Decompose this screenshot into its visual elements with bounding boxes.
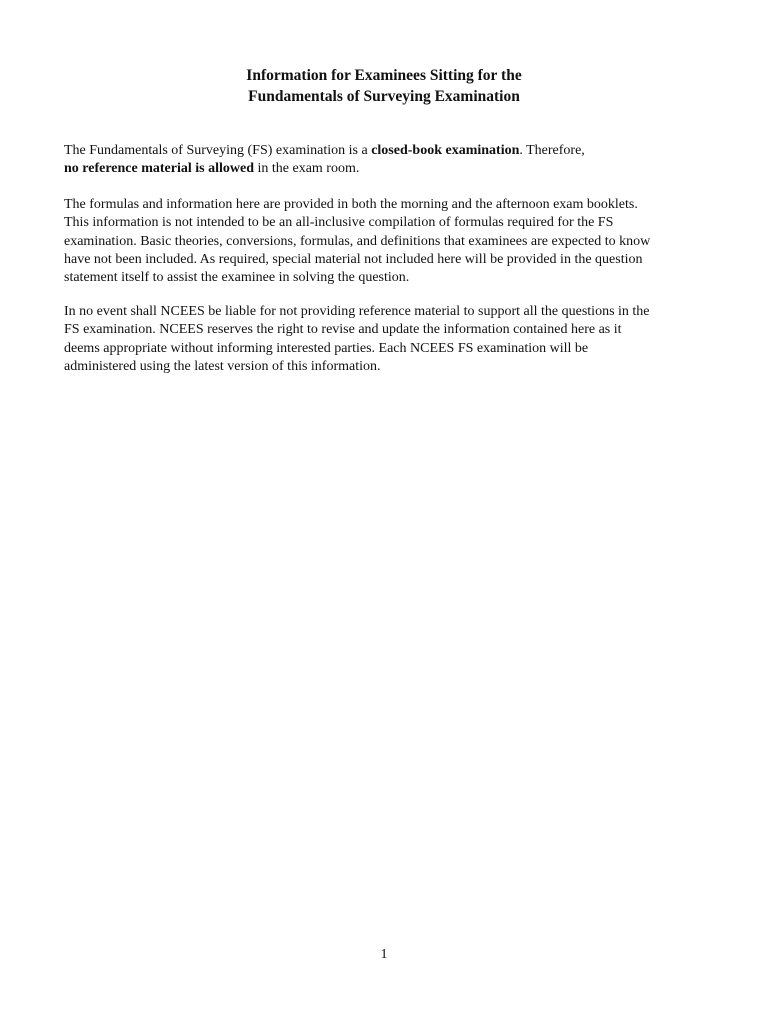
closed-book-paragraph xyxy=(64,142,714,179)
closed-book-emphasis: closed-book examination xyxy=(371,143,520,158)
paragraph-1-line-1 xyxy=(64,142,714,160)
paragraph-1-text: in the exam room. xyxy=(253,161,360,177)
title-line-2: Fundamentals of Surveying Examination xyxy=(248,88,520,105)
document-title xyxy=(0,65,768,107)
paragraph-line: examination. Basic theories, conversions, formulas, and definitions that examinees are expected to know xyxy=(64,233,651,249)
paragraph-line: deems appropriate without informing interested parties. Each NCEES FS examination will be xyxy=(64,340,589,356)
paragraph-1-text: The Fundamentals of Surveying (FS) examination is a xyxy=(64,143,372,158)
liability-paragraph xyxy=(64,303,714,376)
paragraph-1-text: . Therefore, xyxy=(519,143,585,158)
paragraph-line: This information is not intended to be an all-inclusive compilation of formulas required for the FS xyxy=(64,215,614,231)
paragraph-line: administered using the latest version of this information. xyxy=(64,358,381,374)
paragraph-line: have not been included. As required, special material not included here will be provided in the question xyxy=(64,251,643,267)
paragraph-line: In no event shall NCEES be liable for not providing reference material to support all the questions in the xyxy=(64,304,650,319)
no-reference-emphasis: no reference material is allowed xyxy=(64,161,254,177)
paragraph-line: The formulas and information here are provided in both the morning and the afternoon exam booklets. xyxy=(64,197,638,212)
paragraph-1-line-2 xyxy=(64,160,714,178)
paragraph-line: FS examination. NCEES reserves the right to revise and update the information contained here as it xyxy=(64,322,622,338)
paragraph-line: statement itself to assist the examinee in solving the question. xyxy=(64,270,410,286)
formulas-paragraph xyxy=(64,196,714,287)
title-line-1: Information for Examinees Sitting for the xyxy=(246,67,522,84)
page-number: 1 xyxy=(380,947,388,962)
